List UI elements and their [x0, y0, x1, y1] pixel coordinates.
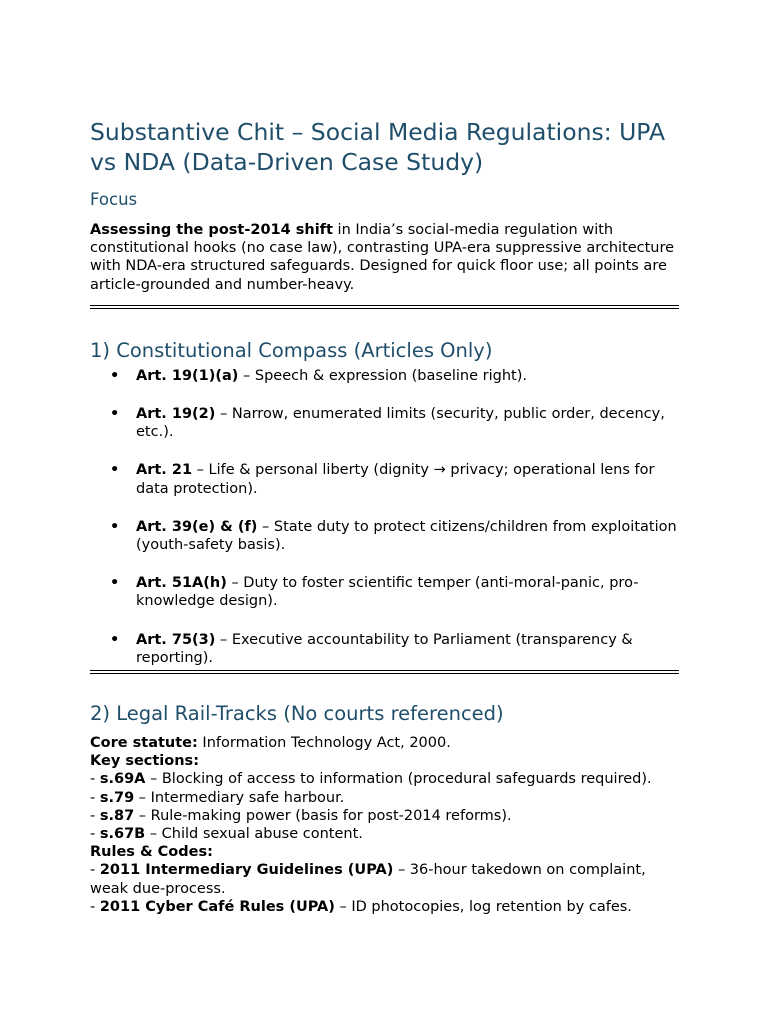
focus-paragraph	[90, 221, 680, 294]
divider	[90, 670, 679, 674]
rule-text: – 36-hour takedown on complaint, weak due-process.	[90, 862, 646, 897]
bullet-icon: •	[110, 462, 120, 479]
section-1-heading: 1) Constitutional Compass (Articles Only)	[90, 338, 493, 362]
rules-label-text: Rules & Codes:	[90, 844, 213, 861]
section-label: s.69A	[99, 771, 146, 788]
article-label: Art. 51A(h)	[136, 575, 227, 592]
section-line	[90, 825, 680, 843]
list-item	[90, 518, 680, 554]
rule-text: – ID photocopies, log retention by cafes.	[334, 898, 632, 915]
list-item	[90, 631, 680, 667]
focus-body-text: in India’s social-media regulation with constitutional hooks (no case law), contrasting UPA-era suppressive architecture with NDA-era structured safeguards. Designed for quick floor use; all points are article-grounded and number-heavy.	[90, 222, 675, 293]
rule-line	[90, 898, 680, 916]
article-text: – Narrow, enumerated limits (security, public order, decency, etc.).	[136, 406, 665, 441]
section-line	[90, 789, 680, 807]
section-2-heading: 2) Legal Rail-Tracks (No courts referenced)	[90, 702, 504, 726]
line-prefix: -	[90, 807, 100, 824]
focus-heading: Focus	[90, 190, 138, 209]
rule-label: 2011 Intermediary Guidelines (UPA)	[99, 862, 394, 879]
section-line	[90, 807, 680, 825]
article-text: – Duty to foster scientific temper (anti-moral-panic, pro-knowledge design).	[136, 575, 639, 610]
document-title: Substantive Chit – Social Media Regulations: UPA vs NDA (Data-Driven Case Study)	[90, 118, 666, 176]
list-item	[90, 461, 680, 497]
article-label: Art. 19(2)	[136, 406, 216, 423]
rule-label: 2011 Cyber Café Rules (UPA)	[99, 898, 335, 915]
section-text: – Rule-making power (basis for post-2014 reforms).	[134, 807, 512, 824]
article-text: – Executive accountability to Parliament (transparency & reporting).	[136, 631, 633, 666]
bullet-icon: •	[110, 575, 120, 592]
article-label: Art. 39(e) & (f)	[136, 518, 258, 535]
line-prefix: -	[90, 771, 100, 788]
document-page	[90, 117, 680, 916]
articles-list	[90, 367, 680, 667]
focus-bold-text: Assessing the post-2014 shift	[90, 222, 333, 238]
divider	[90, 305, 679, 309]
line-prefix: -	[90, 862, 100, 879]
line-prefix: -	[90, 826, 100, 843]
article-label: Art. 21	[136, 462, 193, 479]
article-label: Art. 75(3)	[136, 631, 216, 648]
rules-label	[90, 843, 680, 861]
key-sections-label-text: Key sections:	[90, 753, 199, 770]
line-prefix: -	[90, 789, 100, 806]
section-line	[90, 770, 680, 788]
core-statute-line	[90, 734, 680, 752]
article-text: – Speech & expression (baseline right).	[238, 367, 527, 384]
list-item	[90, 367, 680, 385]
bullet-icon: •	[110, 518, 120, 535]
bullet-icon: •	[110, 406, 120, 423]
article-text: – Life & personal liberty (dignity → privacy; operational lens for data protection).	[136, 462, 655, 497]
section-text: – Blocking of access to information (procedural safeguards required).	[145, 771, 652, 788]
rule-line	[90, 861, 680, 897]
list-item	[90, 574, 680, 610]
article-text: – State duty to protect citizens/children from exploitation (youth-safety basis).	[136, 518, 677, 554]
section-label: s.79	[99, 789, 135, 806]
section-text: – Child sexual abuse content.	[145, 826, 363, 843]
section-label: s.67B	[99, 826, 146, 843]
key-sections-label	[90, 752, 680, 770]
bullet-icon: •	[110, 631, 120, 648]
list-item	[90, 405, 680, 441]
core-statute-label: Core statute:	[90, 735, 198, 752]
line-prefix: -	[90, 898, 100, 915]
article-label: Art. 19(1)(a)	[136, 367, 239, 384]
bullet-icon: •	[110, 367, 120, 384]
section-text: – Intermediary safe harbour.	[134, 789, 345, 806]
section-label: s.87	[99, 807, 135, 824]
legal-block	[90, 734, 680, 916]
core-statute-text: Information Technology Act, 2000.	[197, 735, 451, 752]
